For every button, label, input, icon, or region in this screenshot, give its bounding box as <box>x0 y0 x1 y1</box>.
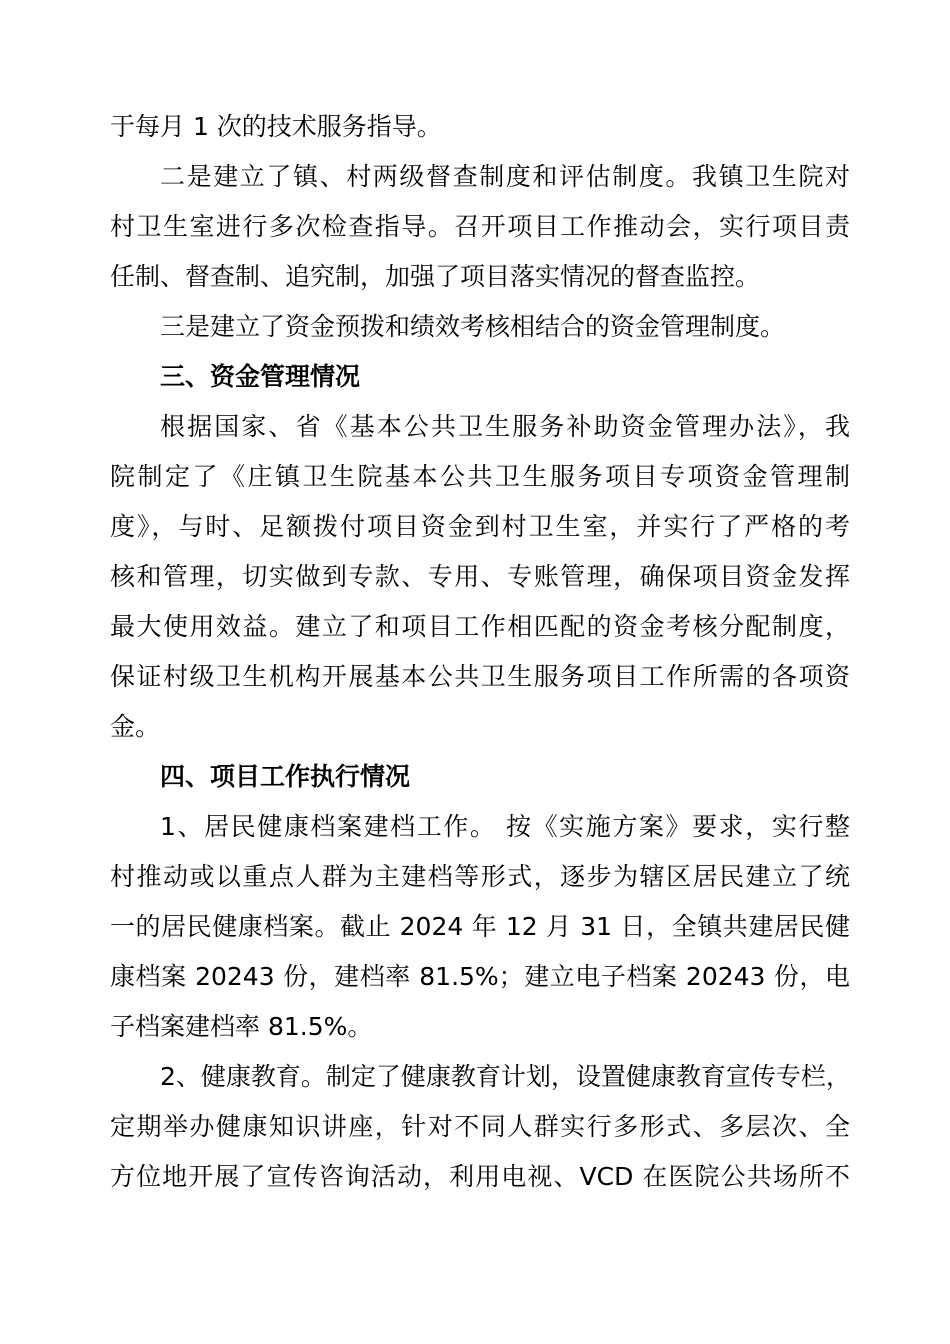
paragraph-line: 院制定了《庄镇卫生院基本公共卫生服务项目专项资金管理制 <box>110 462 850 491</box>
paragraph-line: 二是建立了镇、村两级督查制度和评估制度。我镇卫生院对 <box>160 162 850 191</box>
paragraph-line: 金。 <box>110 712 161 741</box>
paragraph-line: 最大使用效益。建立了和项目工作相匹配的资金考核分配制度， <box>110 612 850 641</box>
paragraph-line: 2、健康教育。制定了健康教育计划，设置健康教育宣传专栏， <box>160 1062 851 1091</box>
section-heading: 四、项目工作执行情况 <box>160 762 411 791</box>
paragraph-line: 核和管理，切实做到专款、专用、专账管理，确保项目资金发挥 <box>110 562 850 591</box>
paragraph-line: 一的居民健康档案。截止 2024 年 12 月 31 日，全镇共建居民健 <box>110 912 850 941</box>
section-heading: 三、资金管理情况 <box>160 362 361 391</box>
paragraph-line: 任制、督查制、追究制，加强了项目落实情况的督查监控。 <box>110 262 761 291</box>
paragraph-line: 保证村级卫生机构开展基本公共卫生服务项目工作所需的各项资 <box>110 662 850 691</box>
paragraph-line: 度》，与时、足额拨付项目资金到村卫生室，并实行了严格的考 <box>110 512 850 541</box>
paragraph-line: 村卫生室进行多次检查指导。召开项目工作推动会，实行项目责 <box>110 212 850 241</box>
paragraph-line: 方位地开展了宣传咨询活动，利用电视、VCD 在医院公共场所不 <box>110 1162 850 1191</box>
paragraph-line: 于每月 1 次的技术服务指导。 <box>110 112 442 141</box>
paragraph-line: 根据国家、省《基本公共卫生服务补助资金管理办法》，我 <box>160 412 850 441</box>
paragraph-line: 1、居民健康档案建档工作。 按《实施方案》要求，实行整 <box>160 812 850 841</box>
paragraph-line: 康档案 20243 份，建档率 81.5%；建立电子档案 20243 份，电 <box>110 962 850 991</box>
paragraph-line: 子档案建档率 81.5%。 <box>110 1012 373 1041</box>
paragraph-line: 三是建立了资金预拨和绩效考核相结合的资金管理制度。 <box>160 312 786 341</box>
paragraph-line: 村推动或以重点人群为主建档等形式，逐步为辖区居民建立了统 <box>110 862 850 891</box>
paragraph-line: 定期举办健康知识讲座，针对不同人群实行多形式、多层次、全 <box>110 1112 850 1141</box>
